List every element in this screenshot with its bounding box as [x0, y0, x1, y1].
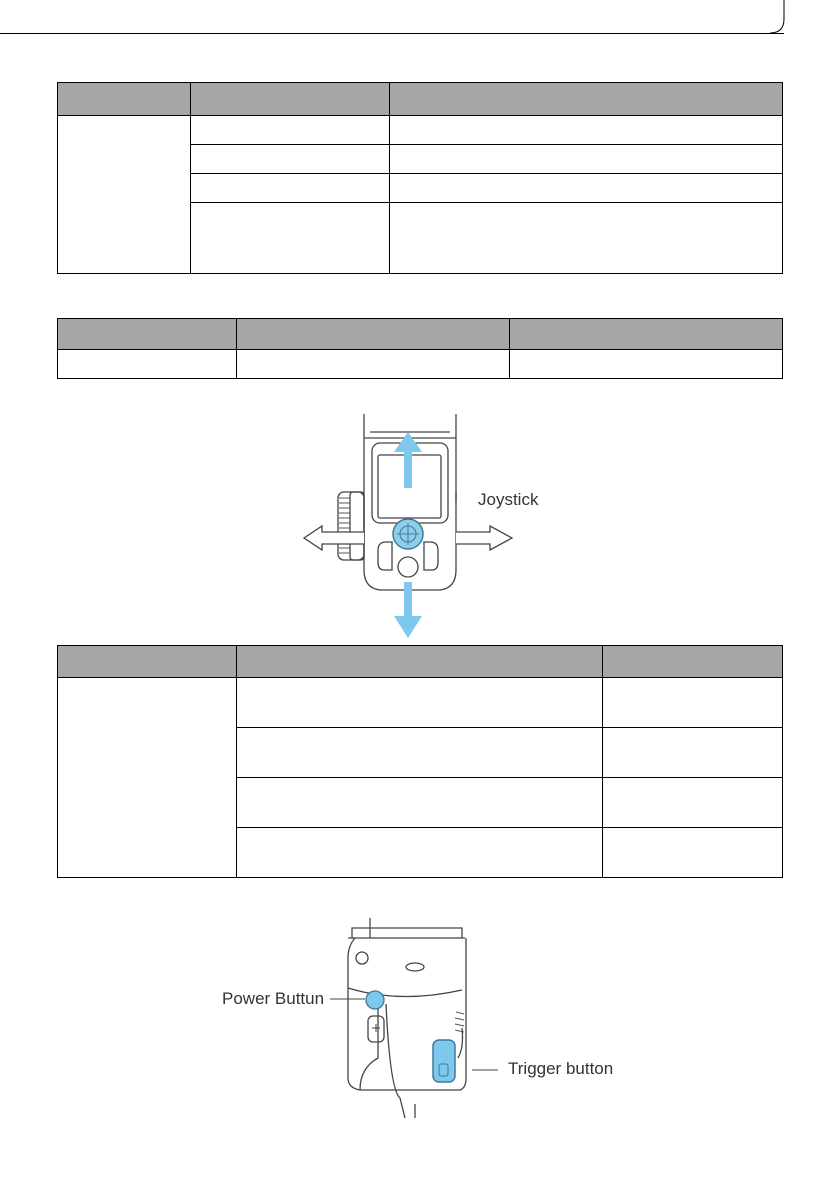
table-cell [237, 728, 603, 778]
spec-table-2 [57, 318, 783, 379]
table-header-cell [58, 319, 237, 350]
spec-table-3 [57, 645, 783, 878]
table-header-cell [510, 319, 783, 350]
table-header-cell [191, 83, 390, 116]
table-cell-merged [58, 678, 237, 878]
table-cell [237, 778, 603, 828]
table-cell [510, 350, 783, 379]
table-row [58, 116, 783, 145]
power-button-label: Power Buttun [222, 989, 325, 1008]
trigger-button-label: Trigger button [508, 1059, 614, 1078]
table-cell [390, 203, 783, 274]
table-header-cell [58, 646, 237, 678]
table-header-cell [390, 83, 783, 116]
table-cell [237, 350, 510, 379]
table-cell [603, 728, 783, 778]
table-row [58, 350, 783, 379]
table-cell [191, 145, 390, 174]
page-top-rule [0, 33, 784, 34]
table-cell [191, 116, 390, 145]
table-header-cell [603, 646, 783, 678]
table-header-cell [58, 83, 191, 116]
table-cell [237, 678, 603, 728]
table-cell [191, 174, 390, 203]
table-cell [191, 203, 390, 274]
page-corner-curve [770, 0, 790, 34]
spec-table-1 [57, 82, 783, 274]
joystick-label: Joystick [478, 490, 539, 509]
table-header-row [58, 83, 783, 116]
table-cell [390, 116, 783, 145]
table-header-cell [237, 646, 603, 678]
table-cell [603, 828, 783, 878]
table-header-row [58, 646, 783, 678]
side-view-figure [200, 918, 500, 1118]
table-cell [390, 145, 783, 174]
table-header-row [58, 319, 783, 350]
table-cell [390, 174, 783, 203]
table-cell [603, 678, 783, 728]
table-cell [603, 778, 783, 828]
joystick-figure [290, 410, 530, 642]
table-header-cell [237, 319, 510, 350]
table-cell [58, 350, 237, 379]
table-cell [237, 828, 603, 878]
table-row [58, 678, 783, 728]
table-cell-merged [58, 116, 191, 274]
